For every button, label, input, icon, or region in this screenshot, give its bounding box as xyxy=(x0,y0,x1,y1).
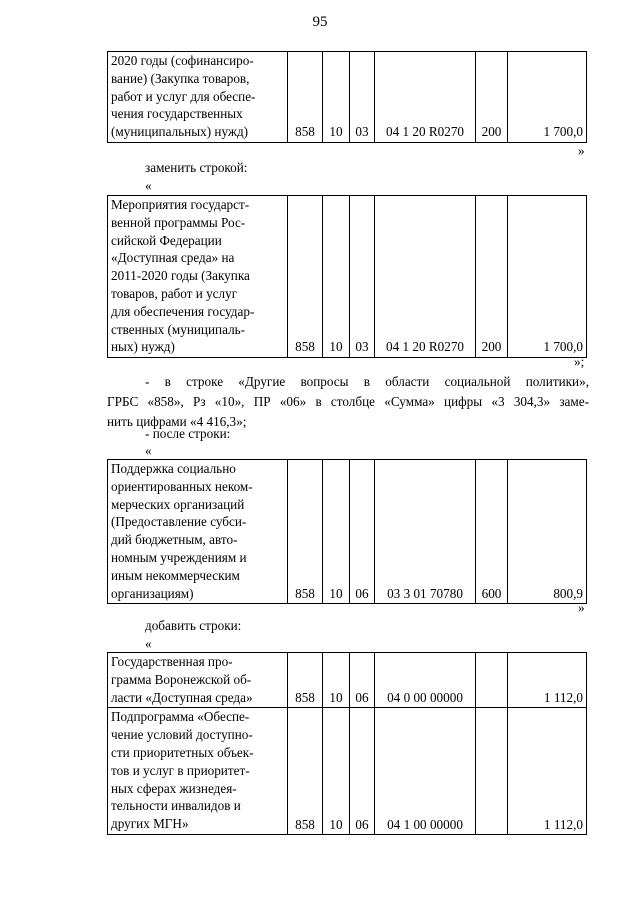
close-quote: » xyxy=(578,143,585,158)
row-name-line: для обеспечения государ- xyxy=(111,303,255,319)
grbs-cell: 858 xyxy=(288,196,323,358)
grbs-cell: 858 xyxy=(288,653,323,708)
row-name-cell xyxy=(108,52,288,143)
instruction-paragraph xyxy=(107,372,589,432)
csr-cell: 04 1 00 00000 xyxy=(375,708,476,835)
row-name-line: Государственная про- xyxy=(111,654,233,669)
vr-cell xyxy=(476,708,508,835)
after-label: - после строки: xyxy=(145,426,231,441)
pr-cell: 03 xyxy=(350,196,375,358)
vr-cell: 600 xyxy=(476,460,508,604)
row-name-line: ных) нужд) xyxy=(111,339,175,355)
table-row xyxy=(108,653,587,708)
csr-cell: 03 3 01 70780 xyxy=(375,460,476,604)
close-quote: » xyxy=(578,600,585,615)
row-name-line: (муниципальных) нужд) xyxy=(111,124,249,140)
row-name-cell xyxy=(108,196,288,358)
sum-cell: 1 700,0 xyxy=(508,196,587,358)
pr-cell: 06 xyxy=(350,653,375,708)
instruction-line: нить цифрами «4 416,3»; xyxy=(107,414,247,429)
sum-cell: 1 112,0 xyxy=(508,708,587,835)
csr-cell: 04 0 00 00000 xyxy=(375,653,476,708)
table-row xyxy=(108,460,587,604)
row-name-line: ственных (муниципаль- xyxy=(111,321,246,337)
open-quote: « xyxy=(145,178,152,193)
row-name-line: других МГН» xyxy=(111,816,189,832)
row-name-line: ных сферах жизнедея- xyxy=(111,780,237,796)
rz-cell: 10 xyxy=(323,196,350,358)
row-name-line: номным учреждениям и xyxy=(111,549,247,565)
row-name-line: тов и услуг в приоритет- xyxy=(111,762,250,778)
budget-table-replacement-row xyxy=(107,195,587,358)
vr-cell: 200 xyxy=(476,196,508,358)
sum-cell: 1 112,0 xyxy=(508,653,587,708)
pr-cell: 06 xyxy=(350,460,375,604)
row-name-line: тельности инвалидов и xyxy=(111,798,241,814)
pr-cell: 03 xyxy=(350,52,375,143)
page-number: 95 xyxy=(312,14,328,30)
row-name-line: чения государственных xyxy=(111,106,243,122)
csr-cell: 04 1 20 R0270 xyxy=(375,196,476,358)
open-quote: « xyxy=(145,443,152,458)
row-name-cell xyxy=(108,653,288,708)
row-name-line: «Доступная среда» на xyxy=(111,250,235,266)
csr-cell: 04 1 20 R0270 xyxy=(375,52,476,143)
row-name-cell xyxy=(108,460,288,604)
budget-table-anchor-row xyxy=(107,459,587,604)
add-label: добавить строки: xyxy=(145,618,242,633)
row-name-line: товаров, работ и услуг xyxy=(111,285,238,301)
row-name-line: Подпрограмма «Обеспе- xyxy=(111,709,250,725)
instruction-line: ГРБС «858», Рз «10», ПР «06» в столбце «Сумма» цифры «3 304,3» заме- xyxy=(107,394,589,409)
table-row xyxy=(108,708,587,835)
rz-cell: 10 xyxy=(323,708,350,835)
row-name-line: Поддержка социально xyxy=(111,461,236,476)
replace-label: заменить строкой: xyxy=(145,160,248,175)
row-name-line: иным некоммерческим xyxy=(111,567,240,583)
table-row xyxy=(108,52,587,143)
row-name-line: 2020 годы (софинансиро- xyxy=(111,53,254,68)
close-quote: »; xyxy=(574,354,585,369)
row-name-line: 2011-2020 годы (Закупка xyxy=(111,268,250,284)
row-name-line: (Предоставление субси- xyxy=(111,514,247,530)
grbs-cell: 858 xyxy=(288,52,323,143)
row-name-line: Мероприятия государст- xyxy=(111,197,250,212)
row-name-line: организациям) xyxy=(111,585,194,601)
grbs-cell: 858 xyxy=(288,708,323,835)
row-name-line: сти приоритетных объек- xyxy=(111,744,254,760)
row-name-line: мерческих организаций xyxy=(111,496,245,512)
open-quote: « xyxy=(145,636,152,651)
row-name-line: ласти «Доступная среда» xyxy=(111,689,253,705)
grbs-cell: 858 xyxy=(288,460,323,604)
row-name-line: венной программы Рос- xyxy=(111,214,246,230)
row-name-line: ориентированных неком- xyxy=(111,478,253,494)
row-name-line: грамма Воронежской об- xyxy=(111,671,252,687)
row-name-line: работ и услуг для обеспе- xyxy=(111,88,256,104)
sum-cell: 1 700,0 xyxy=(508,52,587,143)
row-name-line: вание) (Закупка товаров, xyxy=(111,70,250,86)
row-name-line: дий бюджетным, авто- xyxy=(111,532,238,548)
rz-cell: 10 xyxy=(323,653,350,708)
budget-table-added-rows xyxy=(107,652,587,835)
vr-cell xyxy=(476,653,508,708)
pr-cell: 06 xyxy=(350,708,375,835)
instruction-line: - в строке «Другие вопросы в области социальной политики», xyxy=(145,374,589,389)
row-name-line: сийской Федерации xyxy=(111,232,222,248)
sum-cell: 800,9 xyxy=(508,460,587,604)
vr-cell: 200 xyxy=(476,52,508,143)
rz-cell: 10 xyxy=(323,460,350,604)
table-row xyxy=(108,196,587,358)
row-name-line: чение условий доступно- xyxy=(111,727,253,743)
budget-table-original-row xyxy=(107,51,587,143)
rz-cell: 10 xyxy=(323,52,350,143)
row-name-cell xyxy=(108,708,288,835)
